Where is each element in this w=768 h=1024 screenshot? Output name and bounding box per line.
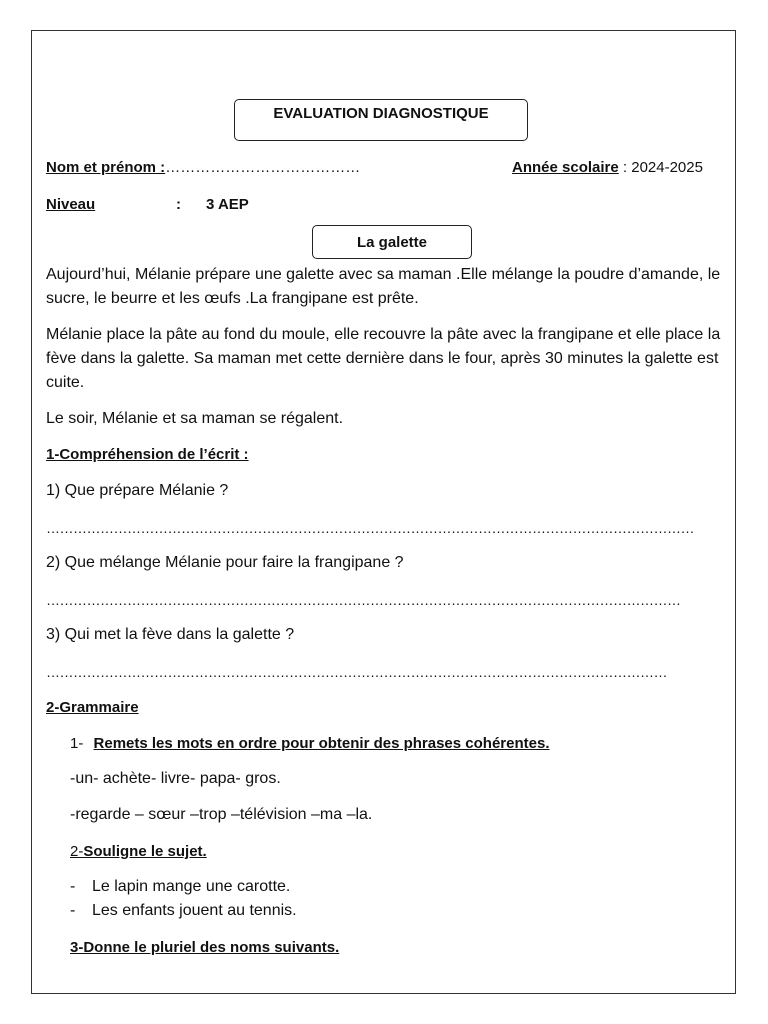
school-year-label: Année scolaire xyxy=(512,159,619,176)
list-item-text: Le lapin mange une carotte. xyxy=(92,878,291,895)
answer-line-2[interactable]: …………………………………………………………………………………………………………………………… xyxy=(46,592,681,608)
question-3: 3) Qui met la fève dans la galette ? xyxy=(46,626,295,643)
title-box xyxy=(234,99,528,141)
paragraph-3: Le soir, Mélanie et sa maman se régalent. xyxy=(46,410,344,427)
exercise-1-line-1: -un- achète- livre- papa- gros. xyxy=(70,770,281,787)
exercise-2-instruction: Souligne le sujet. xyxy=(83,843,207,860)
question-2: 2) Que mélange Mélanie pour faire la frangipane ? xyxy=(46,554,404,571)
text-title: La galette xyxy=(356,233,428,251)
page-title: EVALUATION DIAGNOSTIQUE xyxy=(273,105,489,122)
exercise-1-number: 1- xyxy=(70,735,84,752)
name-field[interactable] xyxy=(46,158,360,178)
comprehension-heading: 1-Compréhension de l’écrit : xyxy=(46,446,249,463)
name-dots: ………………………………… xyxy=(165,159,361,176)
exercise-2-number: 2- xyxy=(70,843,84,860)
list-item-text: Les enfants jouent au tennis. xyxy=(92,902,297,919)
exercise-3-title: 3-Donne le pluriel des noms suivants. xyxy=(70,939,340,956)
exercise-2-title xyxy=(70,842,207,862)
paragraph-2: Mélanie place la pâte au fond du moule, elle recouvre la pâte avec la frangipane et elle place la fève dans la galette. Sa maman met cette dernière dans le four, après 30 minutes la galette est cuite. xyxy=(46,326,721,391)
list-dash: - xyxy=(70,902,76,919)
answer-line-3[interactable]: ………………………………………………………………………………………………………………………… xyxy=(46,664,667,680)
list-dash: - xyxy=(70,878,76,895)
exercise-1-title xyxy=(70,734,550,754)
school-year xyxy=(512,158,703,178)
school-year-value: : 2024-2025 xyxy=(618,159,703,176)
paragraph-1: Aujourd’hui, Mélanie prépare une galette avec sa maman .Elle mélange la poudre d’amande, le sucre, le beurre et les œufs .La frangipane est prête. xyxy=(46,266,721,307)
level xyxy=(46,195,95,215)
level-value: 3 AEP xyxy=(206,196,249,213)
grammar-heading: 2-Grammaire xyxy=(46,699,139,716)
exercise-1-line-2: -regarde – sœur –trop –télévision –ma –la. xyxy=(70,806,373,823)
text-title-box xyxy=(312,225,472,259)
exercise-2-item-2[interactable] xyxy=(70,901,297,921)
exercise-2-item-1[interactable] xyxy=(70,877,291,897)
name-label: Nom et prénom : xyxy=(46,159,166,176)
answer-line-1[interactable]: ……………………………………………………………………………………………………………………………… xyxy=(46,520,694,536)
question-1: 1) Que prépare Mélanie ? xyxy=(46,482,229,499)
exercise-1-instruction: Remets les mots en ordre pour obtenir des phrases cohérentes. xyxy=(93,735,550,752)
level-label: Niveau xyxy=(46,196,96,213)
level-colon: : xyxy=(176,196,181,213)
